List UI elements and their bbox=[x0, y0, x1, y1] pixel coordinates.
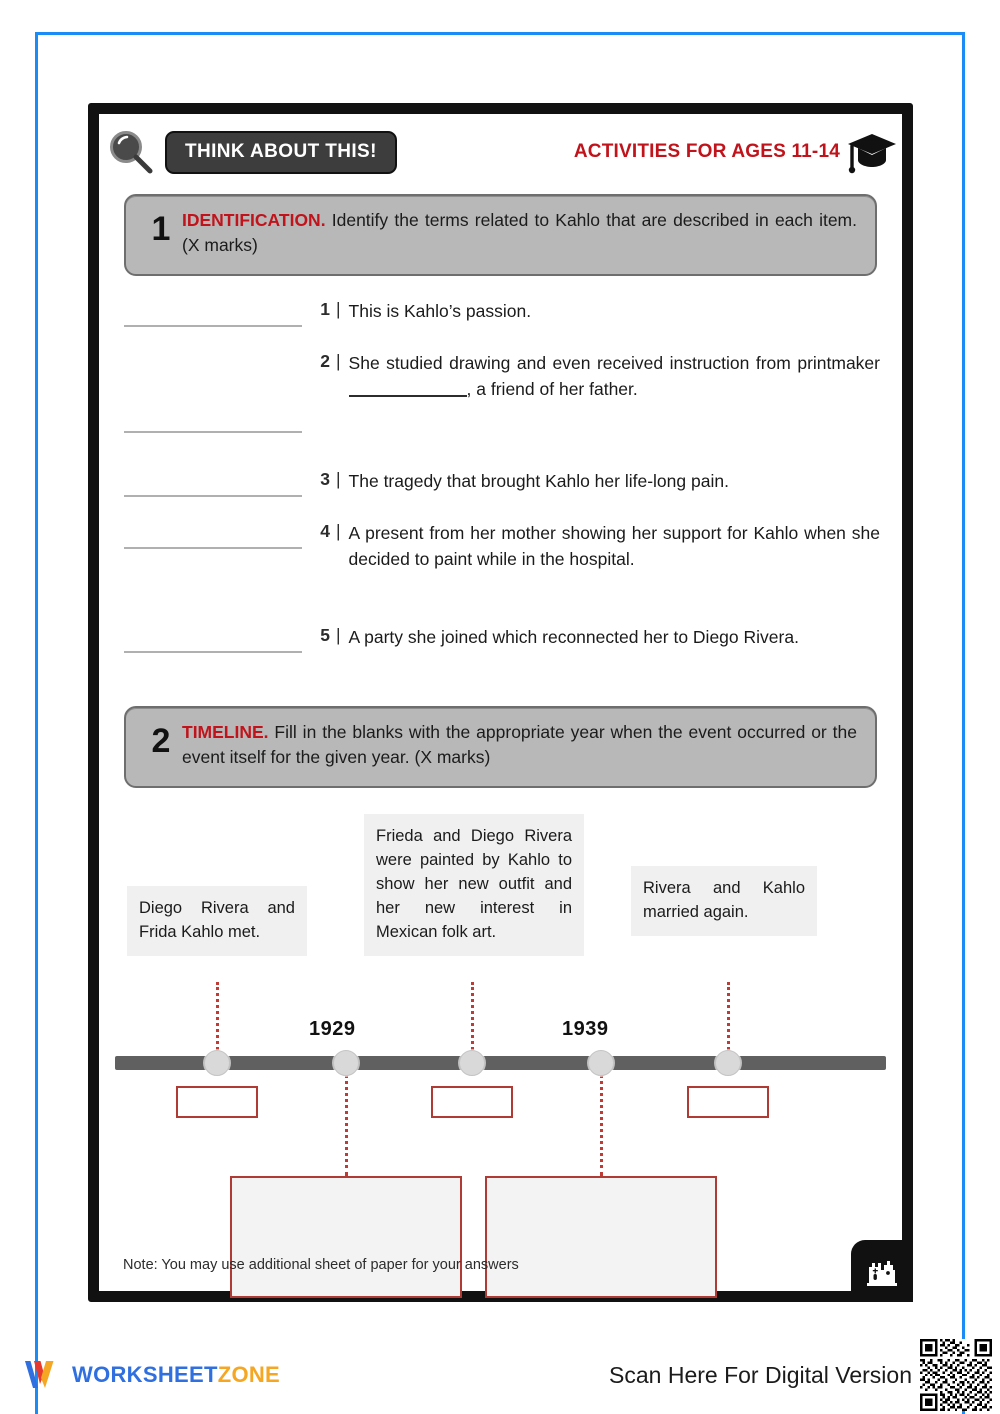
answer-blank-line-3[interactable] bbox=[124, 495, 302, 497]
scan-label: Scan Here For Digital Version bbox=[609, 1361, 912, 1388]
identification-list bbox=[99, 299, 902, 703]
worksheet-header bbox=[99, 122, 902, 182]
section-instruction-text: Fill in the blanks with the appropriate year when the event occurred or the event itself for the given year. (X marks) bbox=[182, 722, 857, 767]
timeline-diagram bbox=[99, 800, 902, 1230]
timeline-year-1939: 1939 bbox=[562, 1018, 609, 1040]
timeline-event-card-2: Frieda and Diego Rivera were painted by Kahlo to show her new outfit and her new interest in Mexican folk art. bbox=[364, 814, 584, 956]
answer-blank-line-1[interactable] bbox=[124, 325, 302, 327]
graduation-cap-icon bbox=[846, 130, 898, 174]
timeline-marker-1[interactable] bbox=[204, 1050, 230, 1076]
section-keyword: TIMELINE. bbox=[182, 722, 269, 742]
castle-badge bbox=[851, 1240, 913, 1302]
activities-ages-label: ACTIVITIES FOR AGES 11-14 bbox=[573, 141, 840, 162]
section-number: 1 bbox=[151, 210, 171, 248]
item-separator: | bbox=[336, 299, 341, 319]
timeline-year-1929: 1929 bbox=[309, 1018, 356, 1040]
logo-primary-text: WORKSHEET bbox=[72, 1362, 218, 1387]
item-text bbox=[349, 625, 902, 685]
timeline-answer-box-year-3[interactable] bbox=[687, 1086, 769, 1118]
list-item bbox=[99, 521, 902, 607]
timeline-answer-box-event-1[interactable] bbox=[230, 1176, 462, 1298]
branding-bar bbox=[0, 1336, 1000, 1414]
timeline-answer-box-event-2[interactable] bbox=[485, 1176, 717, 1298]
item-text-part: The tragedy that brought Kahlo her life-long pain. bbox=[348, 471, 729, 491]
item-text bbox=[349, 299, 902, 333]
section-keyword: IDENTIFICATION. bbox=[182, 210, 326, 230]
item-number: 1 bbox=[320, 299, 330, 319]
timeline-marker-5[interactable] bbox=[715, 1050, 741, 1076]
answer-blank-line-2[interactable] bbox=[124, 431, 302, 433]
timeline-connector-5 bbox=[727, 982, 730, 1056]
item-text bbox=[349, 469, 902, 503]
answer-blank-line-5[interactable] bbox=[124, 651, 302, 653]
answer-blank-col bbox=[99, 299, 314, 333]
think-about-this-badge: THINK ABOUT THIS! bbox=[165, 131, 397, 174]
item-number: 4 bbox=[320, 521, 330, 541]
timeline-answer-box-year-1[interactable] bbox=[176, 1086, 258, 1118]
inline-answer-blank[interactable] bbox=[349, 395, 467, 397]
section-header-identification bbox=[124, 194, 877, 276]
item-number: 2 bbox=[320, 351, 330, 371]
timeline-marker-2[interactable] bbox=[333, 1050, 359, 1076]
item-text-part: She studied drawing and even received instruction from printmaker bbox=[348, 353, 880, 373]
section-header-timeline bbox=[124, 706, 877, 788]
list-item bbox=[99, 299, 902, 333]
item-text-part-after: , a friend of her father. bbox=[466, 378, 638, 399]
item-separator: | bbox=[336, 521, 341, 541]
timeline-bar bbox=[115, 1056, 886, 1070]
timeline-answer-box-year-2[interactable] bbox=[431, 1086, 513, 1118]
section-instruction bbox=[182, 208, 859, 258]
section-number: 2 bbox=[151, 722, 171, 760]
timeline-connector-4 bbox=[600, 1074, 603, 1176]
item-text bbox=[349, 521, 902, 607]
list-item bbox=[99, 625, 902, 685]
qr-code-icon[interactable] bbox=[920, 1339, 992, 1411]
item-separator: | bbox=[336, 351, 341, 371]
item-text-part: A present from her mother showing her support for Kahlo when she decided to paint while in the hospital. bbox=[348, 523, 880, 569]
item-text bbox=[349, 351, 902, 451]
timeline-connector-3 bbox=[471, 982, 474, 1056]
worksheet-sheet bbox=[88, 103, 913, 1302]
item-number: 5 bbox=[320, 625, 330, 645]
answer-blank-line-4[interactable] bbox=[124, 547, 302, 549]
item-separator: | bbox=[336, 469, 341, 489]
footer-note: Note: You may use additional sheet of paper for your answers bbox=[123, 1257, 519, 1273]
answer-blank-col bbox=[99, 521, 314, 607]
section-instruction bbox=[182, 720, 859, 770]
timeline-marker-4[interactable] bbox=[588, 1050, 614, 1076]
list-item bbox=[99, 351, 902, 451]
section-instruction-text: Identify the terms related to Kahlo that are described in each item. (X marks) bbox=[182, 210, 857, 255]
timeline-connector-1 bbox=[216, 982, 219, 1056]
logo-wordmark bbox=[72, 1362, 280, 1388]
answer-blank-col bbox=[99, 351, 314, 451]
timeline-event-card-1: Diego Rivera and Frida Kahlo met. bbox=[127, 886, 307, 956]
item-separator: | bbox=[336, 625, 341, 645]
item-text-part: This is Kahlo’s passion. bbox=[348, 301, 532, 321]
timeline-connector-2 bbox=[345, 1074, 348, 1176]
answer-blank-col bbox=[99, 625, 314, 685]
worksheet-zone-w-logo-icon bbox=[22, 1358, 62, 1392]
worksheet-zone-logo[interactable] bbox=[22, 1358, 280, 1392]
timeline-event-card-3: Rivera and Kahlo married again. bbox=[631, 866, 817, 936]
logo-secondary-text: ZONE bbox=[217, 1362, 281, 1387]
castle-icon bbox=[864, 1253, 900, 1289]
list-item bbox=[99, 469, 902, 503]
timeline-marker-3[interactable] bbox=[459, 1050, 485, 1076]
item-number: 3 bbox=[320, 469, 330, 489]
item-text-part: A party she joined which reconnected her to Diego Rivera. bbox=[348, 627, 799, 647]
magnifier-icon bbox=[107, 128, 155, 176]
answer-blank-col bbox=[99, 469, 314, 503]
